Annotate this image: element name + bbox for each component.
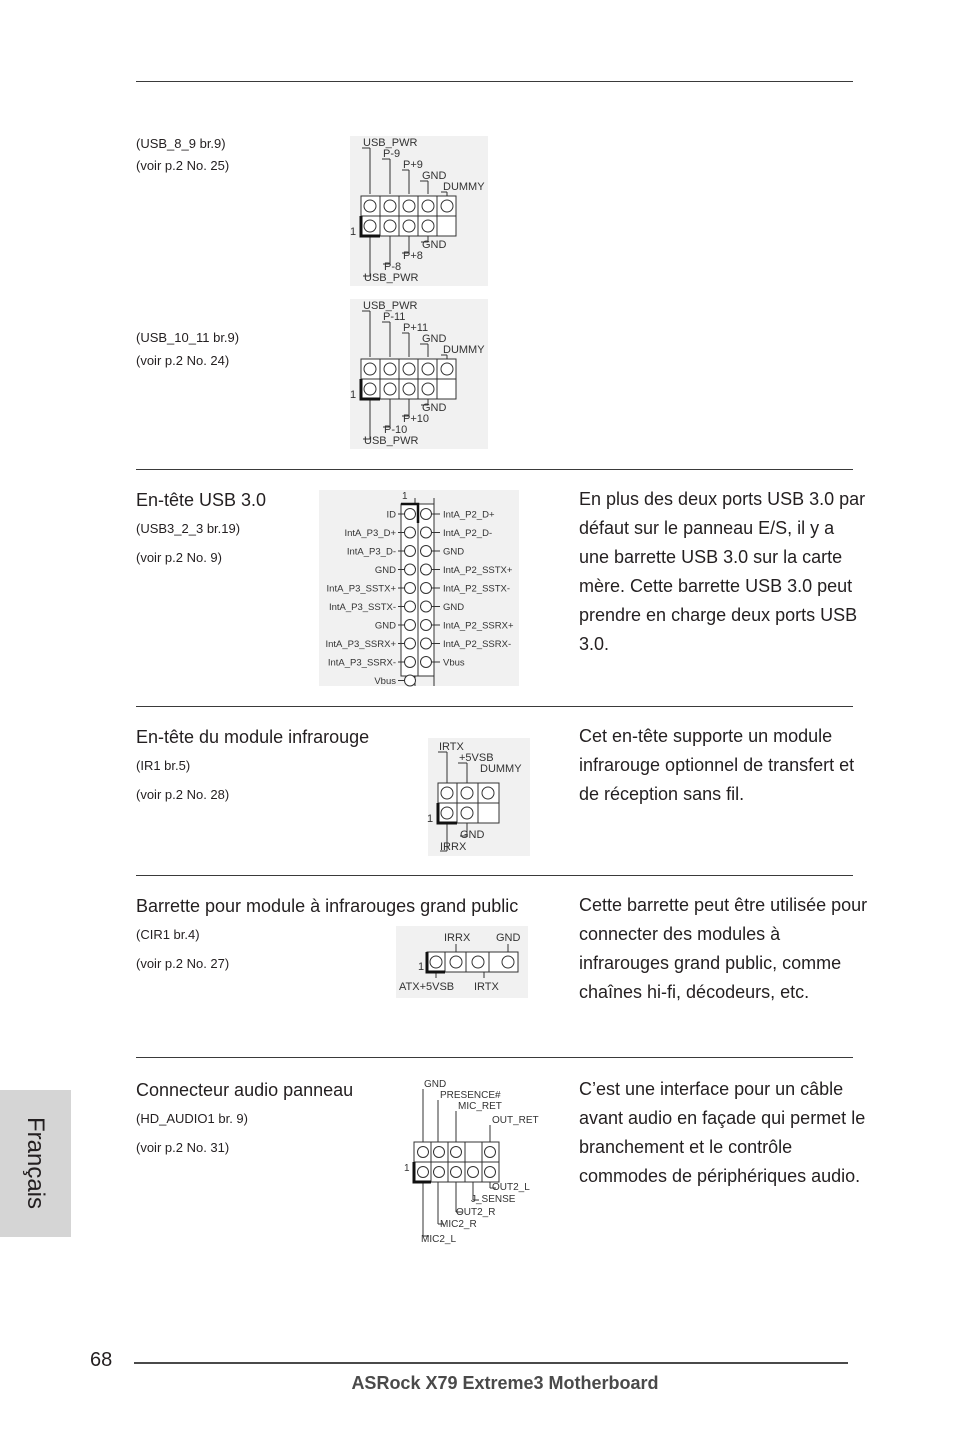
usb30-right-pin-label: IntA_P2_SSRX+ [443, 620, 514, 632]
usb30-right-pin-label: IntA_P2_SSTX- [443, 583, 511, 595]
usb1011-label-gnd-bottom: GND [422, 402, 447, 414]
usb30-left-pin-label: IntA_P3_SSTX- [328, 602, 396, 613]
section-divider [136, 1057, 853, 1058]
usb30-left-pin-label: IntA_P3_SSTX+ [326, 583, 396, 595]
ir-label-irrx: IRRX [440, 841, 467, 853]
cir-ref-line: (voir p.2 No. 27) [136, 956, 230, 971]
usb89-label-gnd-top: GND [422, 170, 447, 182]
usb1011-label-gnd-top: GND [422, 333, 447, 345]
language-side-tab [0, 1090, 71, 1237]
section-divider [136, 469, 853, 470]
usb30-description: En plus des deux ports USB 3.0 par défaut sur le panneau E/S, il y a une barrette USB 3.0 sur la carte mère. Cette barrette USB 3.0 peut prendre en charge deux ports USB 3.0. [579, 489, 866, 654]
usb30-left-pin-label: ID [386, 509, 396, 521]
cir-label-gnd: GND [496, 932, 521, 944]
usb30-left-pin-label: GND [374, 565, 396, 576]
usb89-label-dummy: DUMMY [443, 181, 485, 193]
cir-title: Barrette pour module à infrarouges grand public [136, 896, 519, 916]
header-rule [136, 81, 853, 82]
usb30-right-pin-label: IntA_P2_D+ [443, 509, 495, 521]
ir-description: Cet en-tête supporte un module infrarouge optionnel de transfert et de réception sans fil. [579, 726, 855, 804]
section-divider [136, 706, 853, 707]
cir-label-irtx: IRTX [474, 981, 499, 993]
usb89-label-p-minus-bottom: P-8 [384, 261, 402, 273]
usb89-label-p-plus-top: P+9 [403, 159, 423, 171]
usb89-label-usb-pwr-bottom: USB_PWR [364, 272, 419, 284]
audio-label-gnd: GND [424, 1079, 447, 1090]
usb30-id-line: (USB3_2_3 br.19) [136, 521, 241, 536]
ir-label-5vsb: +5VSB [459, 752, 494, 764]
usb89-label-p-plus-bottom: P+8 [403, 250, 423, 262]
usb30-left-pin-label: IntA_P3_D+ [344, 528, 396, 539]
audio-label-mic2-l: MIC2_L [421, 1234, 457, 1245]
cir-label-atx5vsb: ATX+5VSB [399, 981, 455, 993]
usb89-label-usb-pwr-top: USB_PWR [363, 137, 418, 149]
language-side-label: Français [22, 1116, 49, 1210]
cir-id-line: (CIR1 br.4) [136, 927, 200, 942]
ir-title: En-tête du module infrarouge [136, 727, 370, 747]
usb30-pin-diagram [319, 490, 519, 686]
ir-label-irtx: IRTX [439, 741, 464, 753]
cir-label-irrx: IRRX [444, 932, 471, 944]
ir-label-pin1: 1 [427, 813, 434, 825]
usb30-right-pin-label: GND [443, 546, 465, 558]
usb1011-label-usb-pwr-top: USB_PWR [363, 300, 418, 312]
audio-label-mic2-r: MIC2_R [440, 1219, 477, 1230]
usb1011-ref-line: (voir p.2 No. 24) [136, 353, 230, 368]
usb89-id-line: (USB_8_9 br.9) [136, 136, 226, 151]
audio-label-out2-r: OUT2_R [456, 1207, 496, 1218]
usb30-right-pin-label: IntA_P2_D- [443, 528, 493, 539]
usb89-ref-line: (voir p.2 No. 25) [136, 158, 230, 173]
audio-pin-diagram [404, 1076, 539, 1246]
usb1011-id-line: (USB_10_11 br.9) [136, 330, 240, 345]
usb89-label-p-minus-top: P-9 [383, 148, 401, 160]
usb30-left-pin-label: IntA_P3_D- [346, 546, 396, 558]
footer-title: ASRock X79 Extreme3 Motherboard [351, 1373, 659, 1393]
cir-pin-diagram [396, 926, 528, 998]
audio-label-pin1: 1 [404, 1163, 410, 1174]
usb30-title: En-tête USB 3.0 [136, 490, 267, 510]
ir-ref-line: (voir p.2 No. 28) [136, 787, 230, 802]
usb30-left-pin-label: GND [374, 620, 396, 632]
usb30-right-pin-label: IntA_P2_SSRX- [443, 639, 512, 650]
usb30-right-pin-label: Vbus [443, 657, 465, 669]
usb1011-label-pin1: 1 [350, 389, 357, 401]
usb1011-label-p-minus-bottom: P-10 [384, 424, 408, 436]
audio-label-j-sense: J_SENSE [471, 1194, 516, 1205]
page-number: 68 [90, 1349, 113, 1371]
audio-label-out2-l: OUT2_L [492, 1182, 530, 1193]
usb30-left-pin-label: IntA_P3_SSRX+ [325, 639, 396, 650]
usb1011-label-p-plus-top: P+11 [403, 322, 429, 334]
ir-pin-diagram [424, 738, 534, 856]
audio-ref-line: (voir p.2 No. 31) [136, 1140, 230, 1155]
usb1011-pin-diagram [350, 299, 488, 449]
ir-label-dummy: DUMMY [480, 763, 522, 775]
audio-label-out-ret: OUT_RET [492, 1115, 539, 1126]
audio-description: C’est une interface pour un câble avant audio en façade qui permet le branchement et le contrôle commodes de périphériques audio. [579, 1079, 866, 1186]
usb89-pin-diagram [350, 136, 488, 286]
usb1011-label-p-plus-bottom: P+10 [403, 413, 429, 425]
usb1011-label-p-minus-top: P-11 [383, 311, 406, 323]
usb89-label-pin1: 1 [350, 226, 357, 238]
usb30-left-pin-label: Vbus [374, 676, 396, 687]
audio-label-presence: PRESENCE# [440, 1090, 501, 1101]
usb1011-label-usb-pwr-bottom: USB_PWR [364, 435, 419, 447]
ir-label-gnd: GND [460, 829, 485, 841]
usb89-label-gnd-bottom: GND [422, 239, 447, 251]
ir-id-line: (IR1 br.5) [136, 758, 191, 773]
usb30-right-pin-label: IntA_P2_SSTX+ [443, 565, 513, 576]
audio-title: Connecteur audio panneau [136, 1080, 354, 1100]
usb30-ref-line: (voir p.2 No. 9) [136, 550, 222, 565]
section-divider [136, 875, 853, 876]
usb30-right-pin-label: GND [443, 602, 465, 613]
cir-label-pin1: 1 [418, 961, 425, 973]
usb1011-label-dummy: DUMMY [443, 344, 485, 356]
usb30-left-pin-label: IntA_P3_SSRX- [327, 657, 396, 669]
audio-id-line: (HD_AUDIO1 br. 9) [136, 1111, 248, 1126]
footer-rule [134, 1362, 848, 1364]
cir-description: Cette barrette peut être utilisée pour connecter des modules à infrarouges grand public, comme chaînes hi-fi, décodeurs, etc. [579, 895, 868, 1002]
audio-label-mic-ret: MIC_RET [458, 1101, 502, 1112]
usb30-label-pin1: 1 [402, 491, 408, 502]
